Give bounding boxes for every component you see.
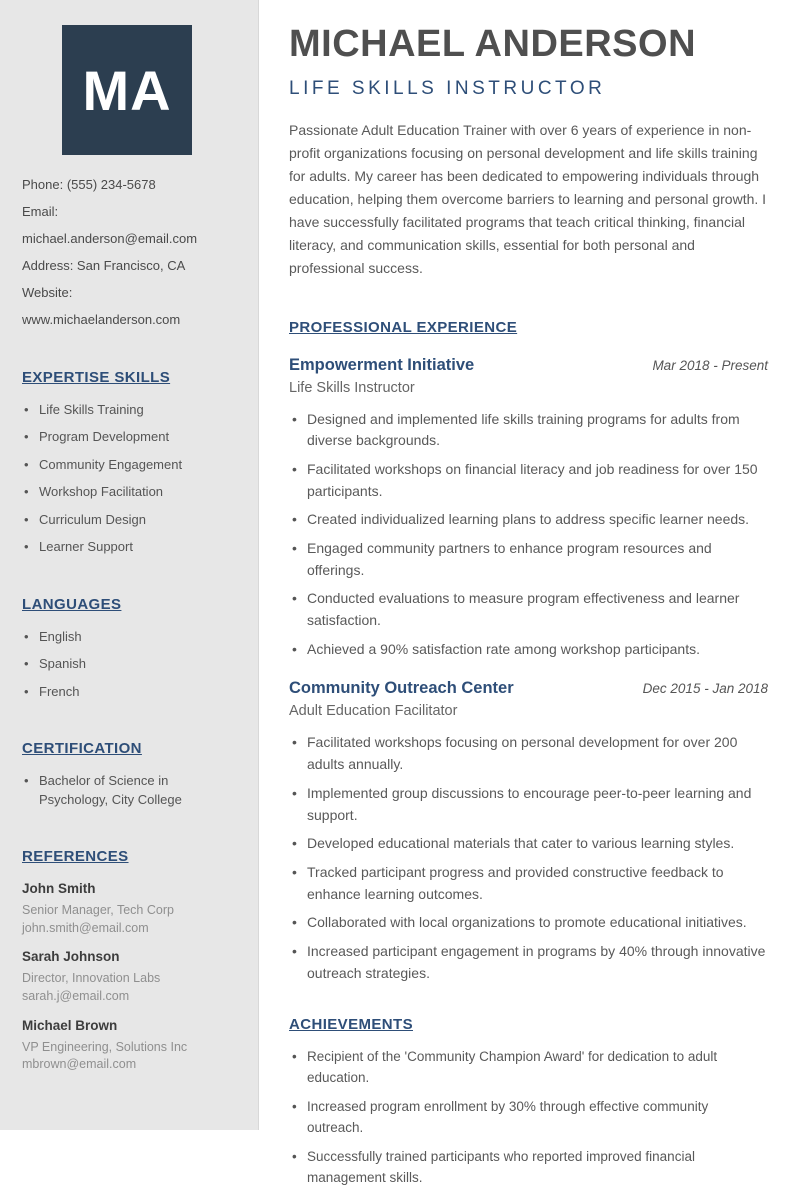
skill-item: • Learner Support — [22, 538, 232, 556]
achievement-bullet: • Successfully trained participants who reported improved financial management skills. — [289, 1147, 768, 1189]
job-bullet: • Conducted evaluations to measure program effectiveness and learner satisfaction. — [289, 588, 768, 631]
languages-list — [22, 628, 232, 701]
certification-section-title: CERTIFICATION — [22, 740, 142, 758]
job-company: Community Outreach Center — [289, 679, 514, 698]
reference-entry — [22, 880, 232, 937]
reference-entry — [22, 948, 232, 1005]
job-bullet: • Developed educational materials that cater to various learning styles. — [289, 833, 768, 855]
reference-name: Sarah Johnson — [22, 949, 120, 965]
skills-list — [22, 401, 232, 557]
certification-list — [22, 772, 232, 809]
references-section-title: REFERENCES — [22, 847, 129, 865]
reference-entry — [22, 1017, 232, 1074]
achievements-section-heading: ACHIEVEMENTS — [289, 1016, 413, 1034]
skill-item: • Life Skills Training — [22, 401, 232, 419]
certification-item: • Bachelor of Science in Psychology, City College — [22, 772, 232, 809]
achievement-bullet: • Increased program enrollment by 30% through effective community outreach. — [289, 1097, 768, 1139]
skill-item: • Community Engagement — [22, 456, 232, 474]
job-bullet: • Tracked participant progress and provided constructive feedback to enhance learning outcomes. — [289, 862, 768, 905]
job-bullet-list — [289, 409, 768, 661]
job-bullet: • Increased participant engagement in programs by 40% through innovative outreach strategies. — [289, 941, 768, 984]
contact-item: Phone: (555) 234-5678 — [22, 177, 156, 192]
job-entry-1 — [289, 356, 768, 661]
contact-item: Email: michael.anderson@email.com — [22, 204, 198, 246]
reference-role: Director, Innovation Labs — [22, 971, 161, 986]
job-header — [289, 356, 768, 375]
main-content — [259, 0, 800, 1185]
experience-section-heading: PROFESSIONAL EXPERIENCE — [289, 318, 518, 336]
job-bullet: • Implemented group discussions to encourage peer-to-peer learning and support. — [289, 783, 768, 826]
summary-paragraph: Passionate Adult Education Trainer with over 6 years of experience in non-profit organizations focusing on personal development and life skills training for adults. My career has been dedicated to empowering individuals through education, helping them overcome barriers to learning and personal growth. I have successfully facilitated programs that teach critical thinking, financial literacy, and communication skills, essential for both personal and professional success. — [289, 121, 767, 276]
job-company: Empowerment Initiative — [289, 355, 475, 374]
language-item: • French — [22, 683, 232, 701]
skill-item: • Curriculum Design — [22, 511, 232, 529]
achievement-bullet: • Recipient of the 'Community Champion Award' for dedication to adult education. — [289, 1047, 768, 1089]
job-bullet: • Achieved a 90% satisfaction rate among workshop participants. — [289, 639, 768, 661]
monogram-text: MA — [82, 58, 172, 122]
skill-item: • Workshop Facilitation — [22, 483, 232, 501]
contact-item: Address: San Francisco, CA — [22, 258, 186, 273]
job-bullet: • Facilitated workshops focusing on personal development for over 200 adults annually. — [289, 732, 768, 775]
contact-info — [22, 171, 232, 333]
job-dates: Mar 2018 - Present — [652, 357, 768, 373]
job-dates: Dec 2015 - Jan 2018 — [642, 681, 768, 697]
job-bullet-list — [289, 732, 768, 984]
reference-email: john.smith@email.com — [22, 920, 149, 935]
achievements-section — [289, 991, 768, 1189]
job-header — [289, 679, 768, 698]
language-item: • English — [22, 628, 232, 646]
person-name: MICHAEL ANDERSON — [289, 23, 697, 65]
person-job-title: LIFE SKILLS INSTRUCTOR — [289, 77, 606, 99]
job-bullet: • Engaged community partners to enhance program resources and offerings. — [289, 538, 768, 581]
reference-name: John Smith — [22, 880, 96, 896]
sidebar — [0, 0, 259, 1130]
job-entry-2 — [289, 679, 768, 984]
reference-name: Michael Brown — [22, 1017, 118, 1033]
references-list — [22, 880, 232, 1074]
job-role: Adult Education Facilitator — [289, 703, 458, 720]
job-role: Life Skills Instructor — [289, 379, 415, 396]
monogram-badge — [62, 25, 192, 155]
job-bullet: • Collaborated with local organizations to promote educational initiatives. — [289, 912, 768, 934]
skills-section-title: EXPERTISE SKILLS — [22, 369, 171, 386]
job-bullet: • Designed and implemented life skills training programs for adults from diverse backgrounds. — [289, 409, 768, 452]
job-bullet: • Created individualized learning plans to address specific learner needs. — [289, 509, 768, 531]
reference-email: mbrown@email.com — [22, 1057, 137, 1072]
reference-email: sarah.j@email.com — [22, 989, 130, 1004]
reference-role: VP Engineering, Solutions Inc — [22, 1039, 188, 1054]
language-item: • Spanish — [22, 655, 232, 673]
job-bullet: • Facilitated workshops on financial literacy and job readiness for over 150 participants. — [289, 459, 768, 502]
achievements-bullet-list — [289, 1047, 768, 1189]
skill-item: • Program Development — [22, 428, 232, 446]
languages-section-title: LANGUAGES — [22, 595, 122, 613]
contact-item: Website: www.michaelanderson.com — [22, 285, 181, 327]
reference-role: Senior Manager, Tech Corp — [22, 902, 174, 917]
